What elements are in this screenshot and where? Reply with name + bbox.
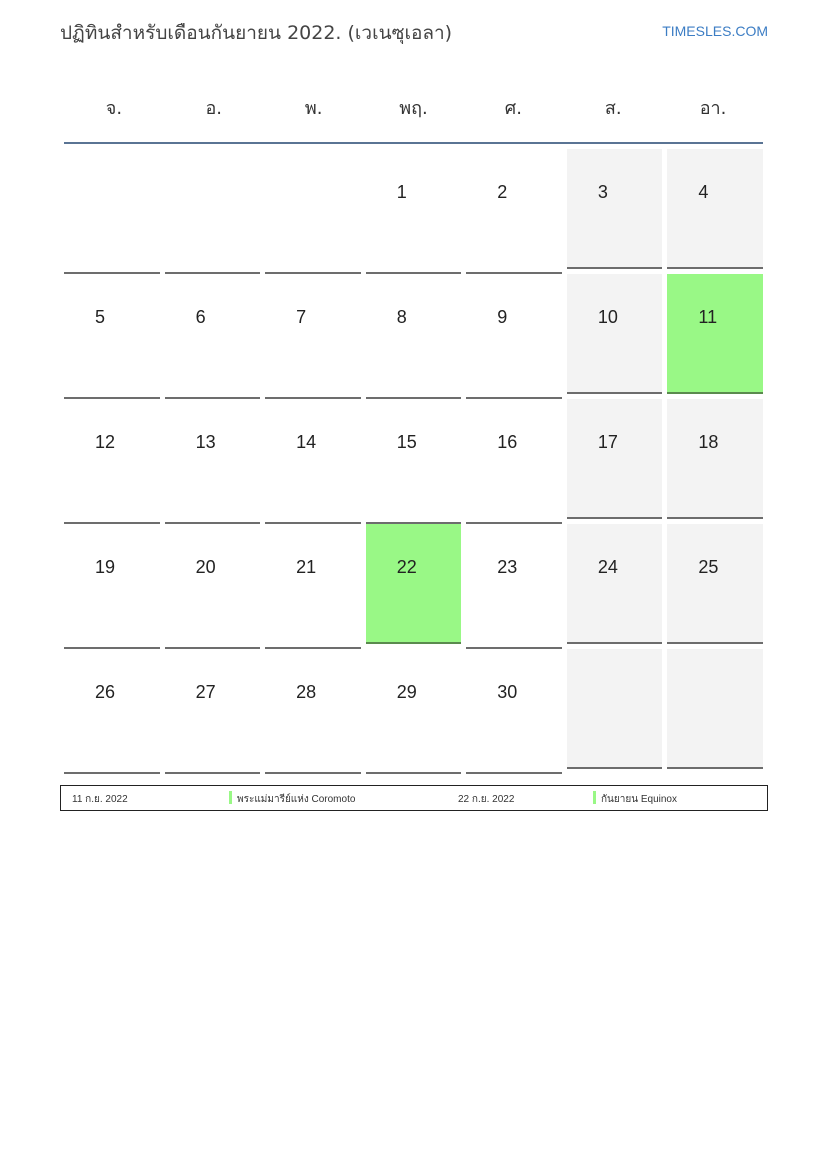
legend-date: 22 ก.ย. 2022 [458, 794, 515, 805]
day-number: 10 [597, 307, 618, 327]
empty-day-cell [567, 649, 663, 769]
legend-holiday-name: กันยายน Equinox [593, 792, 677, 807]
day-number: 4 [698, 182, 709, 202]
day-cell[interactable] [165, 274, 261, 399]
day-cell[interactable] [366, 399, 462, 524]
day-cell[interactable] [64, 274, 160, 399]
day-number: 27 [195, 682, 216, 702]
day-cell[interactable] [64, 399, 160, 524]
day-cell[interactable] [466, 149, 562, 274]
day-number: 13 [195, 432, 216, 452]
day-cell[interactable] [64, 649, 160, 774]
empty-day-cell [64, 149, 160, 274]
weekday-thu: พฤ. [399, 98, 428, 119]
day-cell[interactable] [366, 149, 462, 274]
day-cell[interactable] [366, 524, 462, 644]
day-number: 5 [95, 307, 106, 327]
day-number: 16 [497, 432, 518, 452]
day-cell[interactable] [64, 524, 160, 649]
page-title: ปฏิทินสำหรับเดือนกันยายน 2022. (เวเนซุเอลา) [60, 22, 453, 44]
day-number: 18 [698, 432, 719, 452]
day-number: 15 [396, 432, 417, 452]
day-number: 24 [597, 557, 618, 577]
day-cell[interactable] [366, 274, 462, 399]
day-number: 22 [396, 557, 417, 577]
day-number: 19 [95, 557, 116, 577]
holiday-legend [60, 785, 768, 811]
day-cell[interactable] [165, 399, 261, 524]
day-number: 17 [597, 432, 618, 452]
day-number: 9 [497, 307, 508, 327]
day-number: 28 [296, 682, 317, 702]
day-number: 1 [396, 182, 407, 202]
empty-day-cell [165, 149, 261, 274]
day-cell[interactable] [265, 649, 361, 774]
day-number: 23 [497, 557, 518, 577]
day-cell[interactable] [265, 274, 361, 399]
day-cell[interactable] [466, 649, 562, 774]
day-number: 14 [296, 432, 317, 452]
day-number: 29 [396, 682, 417, 702]
day-number: 2 [497, 182, 508, 202]
weekday-mon: จ. [105, 98, 123, 119]
day-cell[interactable] [265, 399, 361, 524]
day-cell[interactable] [567, 524, 663, 644]
day-cell[interactable] [567, 274, 663, 394]
empty-day-cell [667, 649, 763, 769]
day-number: 11 [698, 307, 718, 327]
legend-date: 11 ก.ย. 2022 [72, 794, 128, 805]
calendar-grid [64, 149, 763, 774]
day-cell[interactable] [667, 524, 763, 644]
day-cell[interactable] [667, 149, 763, 269]
day-number: 7 [296, 307, 307, 327]
weekday-sat: ส. [604, 98, 622, 119]
day-number: 30 [497, 682, 518, 702]
day-cell[interactable] [466, 399, 562, 524]
weekday-wed: พ. [304, 98, 323, 119]
day-cell[interactable] [366, 649, 462, 774]
day-number: 20 [195, 557, 216, 577]
day-cell[interactable] [165, 649, 261, 774]
day-cell[interactable] [466, 274, 562, 399]
day-number: 21 [296, 557, 317, 577]
day-cell[interactable] [265, 524, 361, 649]
brand-link[interactable]: TIMESLES.COM [662, 23, 768, 39]
legend-holiday-name: พระแม่มารีย์แห่ง Coromoto [229, 792, 355, 807]
weekday-header [64, 82, 763, 144]
day-number: 6 [195, 307, 206, 327]
day-cell[interactable] [667, 399, 763, 519]
empty-day-cell [265, 149, 361, 274]
day-number: 12 [95, 432, 116, 452]
day-number: 3 [597, 182, 608, 202]
day-number: 8 [396, 307, 407, 327]
weekday-tue: อ. [205, 98, 223, 119]
day-cell[interactable] [165, 524, 261, 649]
day-number: 25 [698, 557, 719, 577]
day-cell[interactable] [567, 149, 663, 269]
day-cell[interactable] [567, 399, 663, 519]
day-number: 26 [95, 682, 116, 702]
day-cell[interactable] [466, 524, 562, 649]
day-cell[interactable] [667, 274, 763, 394]
weekday-sun: อา. [699, 98, 727, 119]
weekday-fri: ศ. [504, 98, 522, 119]
